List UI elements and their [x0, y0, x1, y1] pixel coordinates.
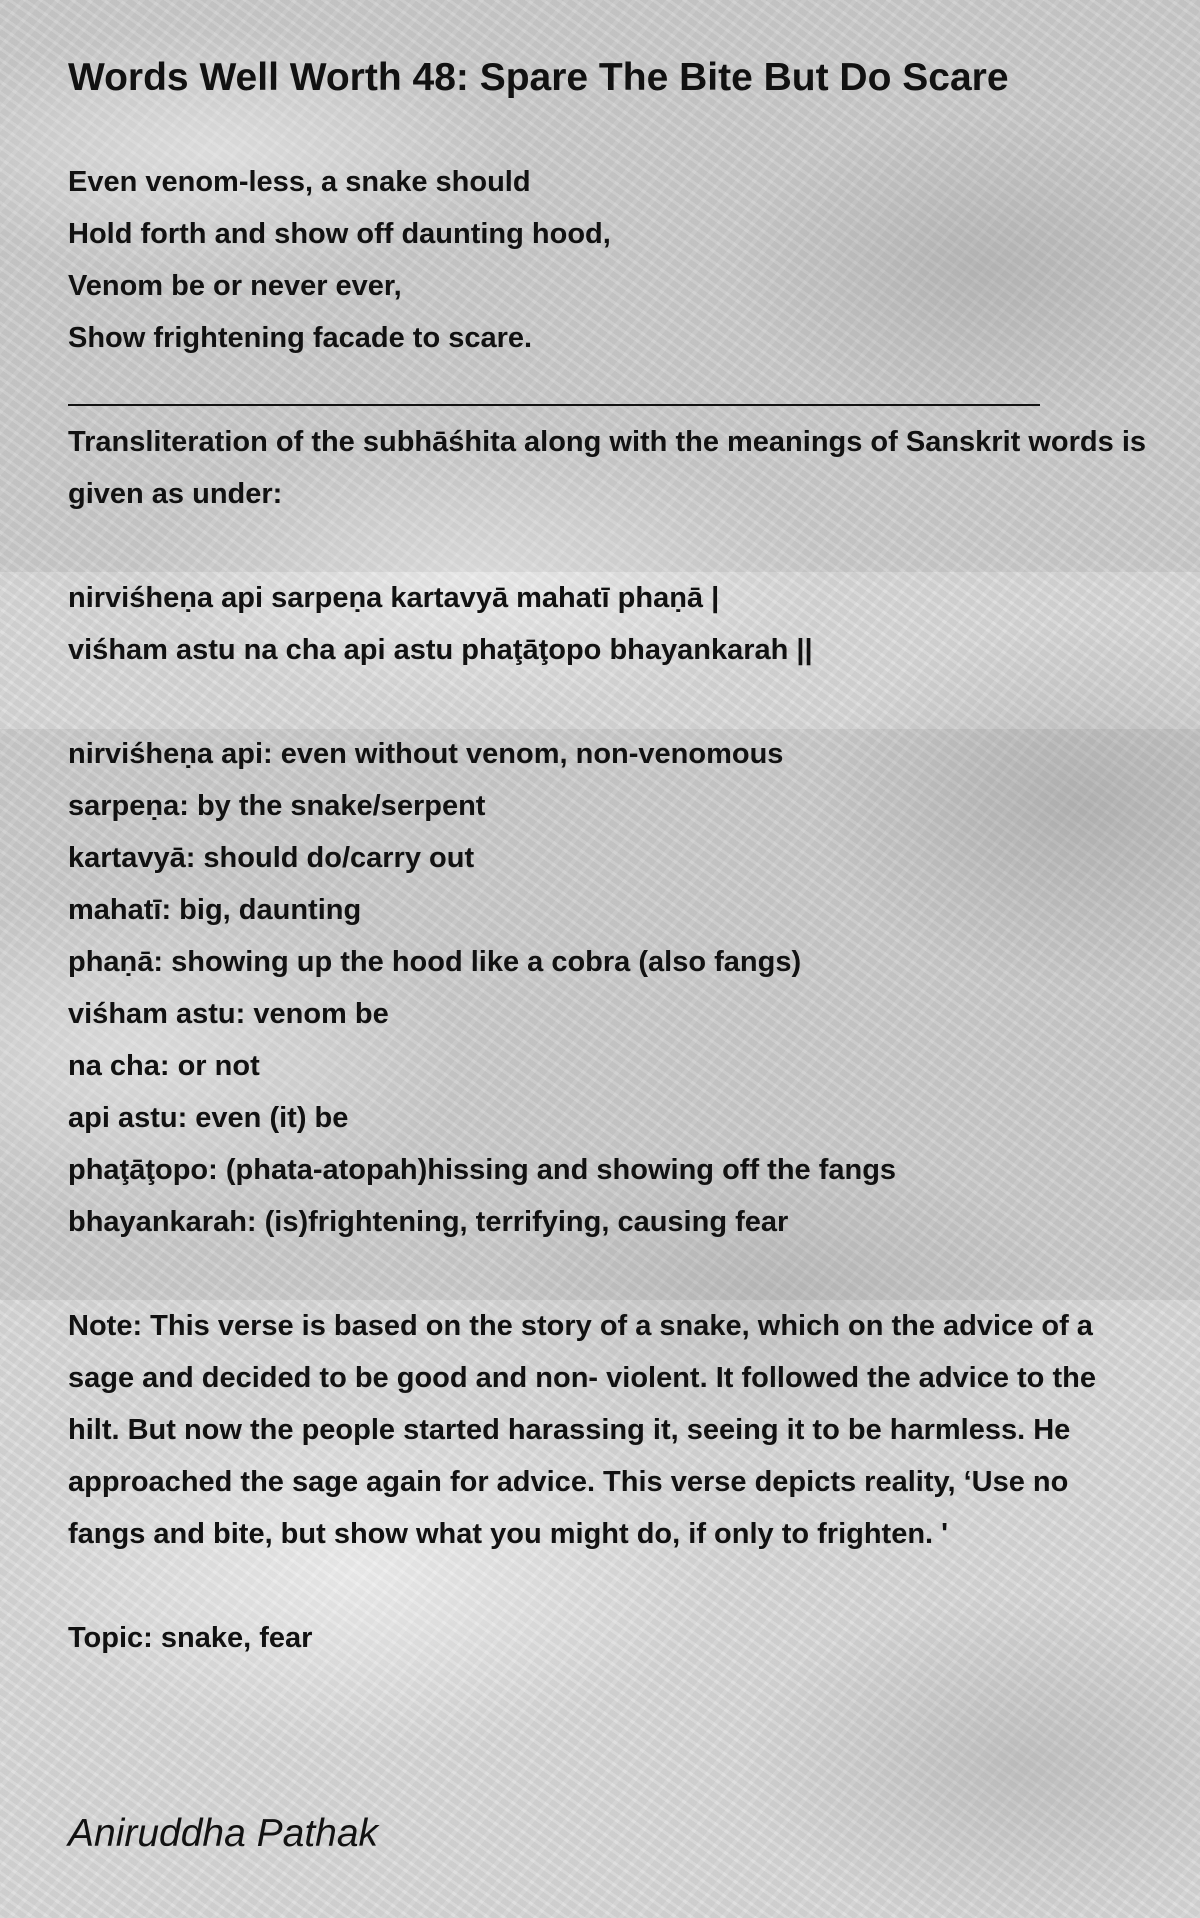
separator-line — [68, 364, 1148, 416]
glossary-item: bhayankarah: (is)frightening, terrifying, causing fear — [68, 1206, 789, 1238]
stanza-line: Even venom-less, a snake should — [68, 166, 531, 198]
glossary-item: nirviśheṇa api: even without venom, non-venomous — [68, 738, 784, 770]
transliteration-intro: Transliteration of the subhāśhita along with the meanings of Sanskrit words is given as under: — [68, 426, 1146, 510]
glossary-item: mahatī: big, daunting — [68, 894, 362, 926]
spacer — [68, 1248, 1148, 1300]
glossary-item: kartavyā: should do/carry out — [68, 842, 475, 874]
poem-topic: Topic: snake, fear — [68, 1622, 313, 1654]
transliteration-line: viśham astu na cha api astu phaţāţopo bhayankarah || — [68, 634, 813, 666]
glossary-item: phaṇā: showing up the hood like a cobra (also fangs) — [68, 946, 802, 978]
spacer — [68, 520, 1148, 572]
glossary-item: na cha: or not — [68, 1050, 260, 1082]
poem-title: Words Well Worth 48: Spare The Bite But Do Scare — [68, 56, 1009, 99]
poem-body — [68, 156, 1148, 1664]
glossary-item: viśham astu: venom be — [68, 998, 389, 1030]
spacer — [68, 676, 1148, 728]
stanza-line: Show frightening facade to scare. — [68, 322, 533, 354]
glossary-item: sarpeṇa: by the snake/serpent — [68, 790, 486, 822]
transliteration-line: nirviśheṇa api sarpeṇa kartavyā mahatī phaṇā | — [68, 582, 720, 614]
stanza-line: Hold forth and show off daunting hood, — [68, 218, 611, 250]
author-name: Aniruddha Pathak — [68, 1812, 379, 1855]
spacer — [68, 1560, 1148, 1612]
glossary-item: phaţāţopo: (phata-atopah)hissing and showing off the fangs — [68, 1154, 897, 1186]
stanza-line: Venom be or never ever, — [68, 270, 402, 302]
poem-container — [68, 52, 1148, 1664]
glossary-item: api astu: even (it) be — [68, 1102, 349, 1134]
poem-note: Note: This verse is based on the story of a snake, which on the advice of a sage and decided to be good and non- violent. It followed the advice to the hilt. But now the people started harassing it, seeing it to be harmless. He approached the sage again for advice. This verse depicts reality, ‘Use no fangs and bite, but show what you might do, if only to frighten. ' — [68, 1310, 1096, 1550]
